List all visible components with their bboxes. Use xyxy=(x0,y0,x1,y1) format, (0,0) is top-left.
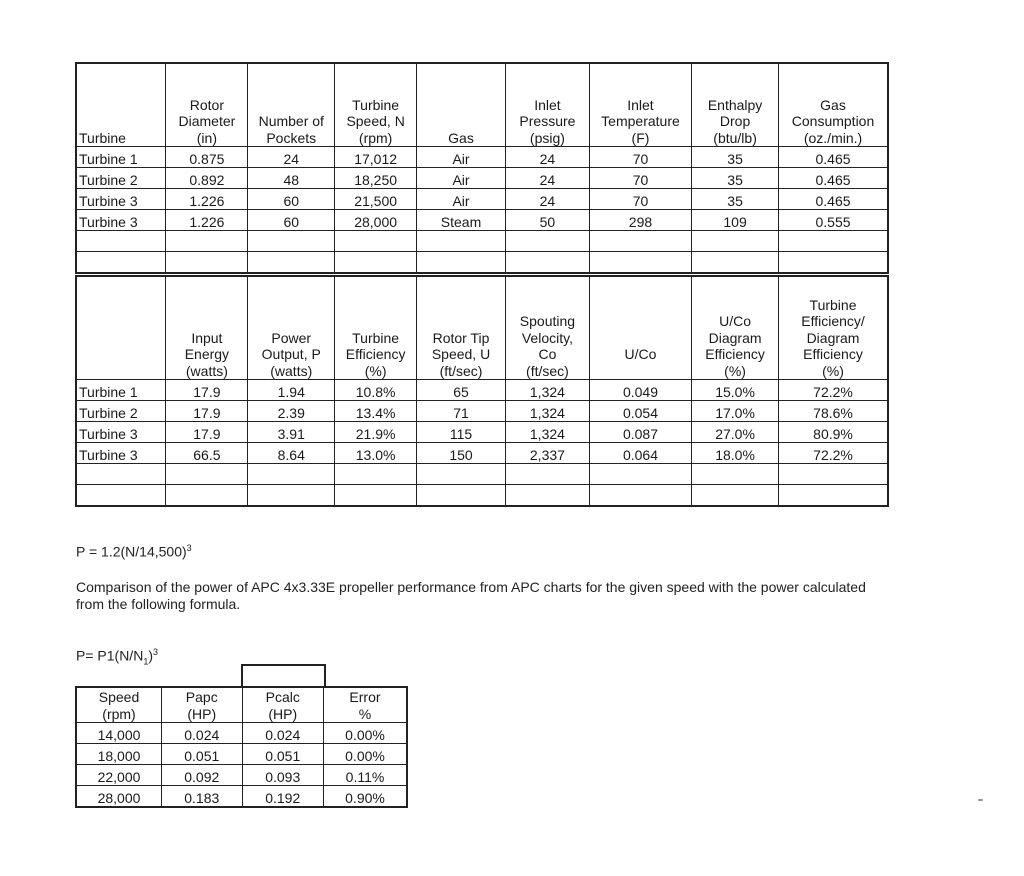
header-line: Pockets xyxy=(266,129,317,146)
power-formula xyxy=(76,540,192,561)
table-cell: 27.0% xyxy=(692,422,779,443)
table-cell: 1.226 xyxy=(166,189,248,210)
empty-row xyxy=(76,464,888,485)
header-line: Speed, U xyxy=(431,346,491,362)
table-row xyxy=(76,443,888,464)
header-line: Rotor xyxy=(189,96,224,113)
table1-body xyxy=(76,63,888,273)
table-cell: 0.555 xyxy=(779,210,888,231)
table-cell: 0.054 xyxy=(589,401,691,422)
column-header xyxy=(248,276,335,380)
table-row xyxy=(76,786,407,808)
column-header xyxy=(166,276,248,380)
table-cell: 1,324 xyxy=(506,422,590,443)
table2-body xyxy=(76,276,888,506)
table-cell: Air xyxy=(417,189,506,210)
header-line: Pressure xyxy=(519,113,576,129)
pcalc-header-box xyxy=(241,664,326,688)
column-header xyxy=(506,276,590,380)
table-cell: 18,250 xyxy=(335,168,417,189)
header-line: Turbine xyxy=(809,296,857,313)
header-line: Error xyxy=(349,689,381,705)
header-line: % xyxy=(358,705,372,722)
table-row xyxy=(76,168,888,189)
table-cell: 1,324 xyxy=(506,401,590,422)
column-header xyxy=(335,276,417,380)
header-line: (HP) xyxy=(187,705,217,722)
table-cell: 21,500 xyxy=(335,189,417,210)
table-cell: 0.087 xyxy=(589,422,691,443)
empty-cell xyxy=(166,464,248,485)
empty-cell xyxy=(248,252,335,274)
table3-header-row xyxy=(76,687,407,723)
empty-cell xyxy=(779,464,888,485)
comparison-paragraph: Comparison of the power of APC 4x3.33E propeller performance from APC charts for the given speed with the power calculated from the following formula. xyxy=(76,579,866,612)
table-row xyxy=(76,765,407,786)
header-line: Efficiency/ xyxy=(801,313,865,329)
table-cell: 22,000 xyxy=(76,765,162,786)
empty-cell xyxy=(779,252,888,274)
column-header xyxy=(162,687,242,723)
scaling-formula-exponent: 3 xyxy=(153,647,159,657)
table-cell: 150 xyxy=(417,443,506,464)
table-cell: 0.875 xyxy=(166,147,248,168)
table-cell: 18,000 xyxy=(76,744,162,765)
header-line: Inlet xyxy=(627,96,654,113)
empty-row xyxy=(76,252,888,274)
empty-cell xyxy=(417,485,506,507)
empty-cell xyxy=(166,231,248,252)
table-cell: Air xyxy=(417,168,506,189)
table-cell: 28,000 xyxy=(335,210,417,231)
header-line: U/Co xyxy=(624,346,657,362)
column-header xyxy=(76,276,166,380)
empty-row xyxy=(76,485,888,507)
table-cell: 80.9% xyxy=(779,422,888,443)
empty-cell xyxy=(589,231,691,252)
scaling-formula-subscript: 1 xyxy=(143,656,149,667)
column-header xyxy=(323,687,407,723)
empty-cell xyxy=(589,464,691,485)
scan-speck xyxy=(978,799,983,801)
propeller-power-table xyxy=(75,686,408,808)
header-line: (psig) xyxy=(529,129,565,146)
header-line: Rotor Tip xyxy=(432,329,490,346)
empty-cell xyxy=(589,252,691,274)
empty-cell xyxy=(335,485,417,507)
table-cell: 0.183 xyxy=(162,786,242,808)
table-cell: Turbine 2 xyxy=(76,401,166,422)
header-line: Temperature xyxy=(601,113,680,129)
header-line: Input xyxy=(191,329,223,346)
column-header xyxy=(242,687,323,723)
header-line: Drop xyxy=(719,113,751,129)
table-row xyxy=(76,401,888,422)
table-cell: 298 xyxy=(589,210,691,231)
table-cell: 0.11% xyxy=(323,765,407,786)
table-cell: 17.9 xyxy=(166,401,248,422)
column-header xyxy=(335,63,417,147)
header-line: Diagram xyxy=(806,329,860,346)
table-cell: 0.90% xyxy=(323,786,407,808)
header-line: U/Co xyxy=(719,313,752,329)
empty-cell xyxy=(417,252,506,274)
table-cell: 0.093 xyxy=(242,765,323,786)
table-cell: 28,000 xyxy=(76,786,162,808)
empty-cell xyxy=(335,464,417,485)
header-line: (ft/sec) xyxy=(526,362,569,379)
table-cell: 17.9 xyxy=(166,422,248,443)
empty-cell xyxy=(335,252,417,274)
empty-cell xyxy=(589,485,691,507)
table-cell: 17.0% xyxy=(692,401,779,422)
table-cell: 35 xyxy=(692,189,779,210)
table-cell: 0.064 xyxy=(589,443,691,464)
table-cell: 14,000 xyxy=(76,723,162,744)
table-cell: 0.465 xyxy=(779,147,888,168)
header-line: Enthalpy xyxy=(707,96,763,113)
empty-cell xyxy=(779,231,888,252)
header-line: (ft/sec) xyxy=(439,362,483,379)
table-cell: 0.092 xyxy=(162,765,242,786)
table-cell: 0.051 xyxy=(162,744,242,765)
header-line: Co xyxy=(538,346,557,362)
table-cell: 1.226 xyxy=(166,210,248,231)
turbine-performance-table xyxy=(75,275,889,507)
table-row xyxy=(76,744,407,765)
table-cell: 1,324 xyxy=(506,380,590,401)
table-cell: 60 xyxy=(248,189,335,210)
table-cell: 0.024 xyxy=(162,723,242,744)
table-cell: 24 xyxy=(506,168,590,189)
empty-cell xyxy=(506,252,590,274)
table-cell: 71 xyxy=(417,401,506,422)
table-cell: 0.00% xyxy=(323,744,407,765)
table-cell: 15.0% xyxy=(692,380,779,401)
header-line: Number of xyxy=(258,113,324,129)
header-line: (%) xyxy=(724,362,746,379)
table-cell: 50 xyxy=(506,210,590,231)
column-header xyxy=(166,63,248,147)
table-row xyxy=(76,380,888,401)
column-header xyxy=(589,63,691,147)
table-cell: 78.6% xyxy=(779,401,888,422)
header-line: (%) xyxy=(364,362,387,379)
header-line: Pcalc xyxy=(265,689,300,705)
table-cell: 24 xyxy=(248,147,335,168)
table-cell: Turbine 2 xyxy=(76,168,166,189)
table-cell: 0.192 xyxy=(242,786,323,808)
table-cell: 21.9% xyxy=(335,422,417,443)
scaling-formula xyxy=(76,644,158,670)
header-line: Turbine xyxy=(352,329,400,346)
header-line: (oz./min.) xyxy=(803,129,863,146)
header-line: (HP) xyxy=(268,705,298,722)
header-line: Diameter xyxy=(178,113,236,129)
column-header xyxy=(417,276,506,380)
table-cell: 115 xyxy=(417,422,506,443)
table-cell: Turbine 1 xyxy=(76,147,166,168)
empty-row xyxy=(76,231,888,252)
empty-cell xyxy=(335,231,417,252)
table-cell: 60 xyxy=(248,210,335,231)
header-line: Spouting xyxy=(519,313,576,329)
column-header xyxy=(506,63,590,147)
header-line: Efficiency xyxy=(705,346,765,362)
table-cell: 18.0% xyxy=(692,443,779,464)
empty-cell xyxy=(692,485,779,507)
table-cell: 17,012 xyxy=(335,147,417,168)
empty-cell xyxy=(76,464,166,485)
table-cell: 72.2% xyxy=(779,380,888,401)
table-row xyxy=(76,723,407,744)
column-header xyxy=(589,276,691,380)
table2-header-row xyxy=(76,276,888,380)
header-line: Efficiency xyxy=(803,346,863,362)
empty-cell xyxy=(506,231,590,252)
table-cell: 0.465 xyxy=(779,189,888,210)
header-line: (btu/lb) xyxy=(713,129,757,146)
power-formula-text: P = 1.2(N/14,500) xyxy=(76,543,187,560)
empty-cell xyxy=(692,252,779,274)
header-line xyxy=(79,363,163,380)
empty-cell xyxy=(76,252,166,274)
header-line: Gas xyxy=(820,96,846,113)
table-row xyxy=(76,147,888,168)
header-line: Turbine xyxy=(352,96,400,113)
table-cell: Turbine 1 xyxy=(76,380,166,401)
table-cell: 0.049 xyxy=(589,380,691,401)
table-row xyxy=(76,210,888,231)
table-cell: Turbine 3 xyxy=(76,210,166,231)
table-row xyxy=(76,422,888,443)
table-cell: 0.465 xyxy=(779,168,888,189)
table-cell: 70 xyxy=(589,168,691,189)
column-header xyxy=(692,276,779,380)
column-header xyxy=(417,63,506,147)
table-cell: 8.64 xyxy=(248,443,335,464)
table-cell: 70 xyxy=(589,147,691,168)
column-header xyxy=(779,276,888,380)
empty-cell xyxy=(166,252,248,274)
header-line: (rpm) xyxy=(102,705,136,722)
table-cell: 35 xyxy=(692,147,779,168)
table-cell: 24 xyxy=(506,189,590,210)
table-cell: 0.024 xyxy=(242,723,323,744)
table-cell: 66.5 xyxy=(166,443,248,464)
table-cell: 70 xyxy=(589,189,691,210)
empty-cell xyxy=(692,464,779,485)
table-cell: 13.0% xyxy=(335,443,417,464)
header-line: Output, P xyxy=(261,346,321,362)
table-cell: 24 xyxy=(506,147,590,168)
empty-cell xyxy=(417,231,506,252)
table-cell: 17.9 xyxy=(166,380,248,401)
column-header xyxy=(692,63,779,147)
power-formula-exponent: 3 xyxy=(186,543,192,553)
header-line: (watts) xyxy=(270,362,313,379)
header-line: (rpm) xyxy=(358,129,393,146)
column-header xyxy=(248,63,335,147)
table-cell: 109 xyxy=(692,210,779,231)
empty-cell xyxy=(779,485,888,507)
header-line: Speed xyxy=(98,689,140,705)
table-row xyxy=(76,189,888,210)
table-cell: Air xyxy=(417,147,506,168)
header-line: Energy xyxy=(184,346,230,362)
table3-body xyxy=(76,687,407,807)
empty-cell xyxy=(248,485,335,507)
table-cell: 2,337 xyxy=(506,443,590,464)
empty-cell xyxy=(692,231,779,252)
table-cell: 0.00% xyxy=(323,723,407,744)
empty-cell xyxy=(506,485,590,507)
turbine-spec-table xyxy=(75,62,889,274)
table-cell: Turbine 3 xyxy=(76,443,166,464)
header-line: Papc xyxy=(185,689,218,705)
table-cell: 0.892 xyxy=(166,168,248,189)
column-header xyxy=(76,687,162,723)
column-header xyxy=(779,63,888,147)
table-cell: 65 xyxy=(417,380,506,401)
table-cell: 0.051 xyxy=(242,744,323,765)
table-cell: 35 xyxy=(692,168,779,189)
scaling-formula-text: P= P1(N/N xyxy=(76,647,144,664)
header-line: Gas xyxy=(448,129,474,146)
header-line: (F) xyxy=(631,129,650,146)
empty-cell xyxy=(166,485,248,507)
table-cell: 3.91 xyxy=(248,422,335,443)
table-cell: 2.39 xyxy=(248,401,335,422)
header-line: Inlet xyxy=(534,96,561,113)
empty-cell xyxy=(506,464,590,485)
table-cell: Turbine 3 xyxy=(76,422,166,443)
header-line: Velocity, xyxy=(521,329,573,346)
header-line: Turbine xyxy=(79,129,126,146)
empty-cell xyxy=(76,231,166,252)
table-cell: 72.2% xyxy=(779,443,888,464)
header-line: (in) xyxy=(196,129,217,146)
table1-header-row xyxy=(76,63,888,147)
header-line: Consumption xyxy=(791,113,875,129)
header-line: Power xyxy=(271,329,312,346)
header-line: Diagram xyxy=(708,329,762,346)
header-line: Efficiency xyxy=(345,346,406,362)
table-cell: Turbine 3 xyxy=(76,189,166,210)
column-header xyxy=(76,63,166,147)
table-cell: 48 xyxy=(248,168,335,189)
table-cell: 10.8% xyxy=(335,380,417,401)
table-cell: Steam xyxy=(417,210,506,231)
empty-cell xyxy=(417,464,506,485)
empty-cell xyxy=(248,231,335,252)
header-line xyxy=(592,363,689,380)
table-cell: 13.4% xyxy=(335,401,417,422)
header-line: (%) xyxy=(822,362,844,379)
table-cell: 1.94 xyxy=(248,380,335,401)
header-line: (watts) xyxy=(185,362,228,379)
empty-cell xyxy=(76,485,166,507)
empty-cell xyxy=(248,464,335,485)
scaling-formula-close: ) xyxy=(148,647,153,664)
header-line: Speed, N xyxy=(346,113,405,129)
